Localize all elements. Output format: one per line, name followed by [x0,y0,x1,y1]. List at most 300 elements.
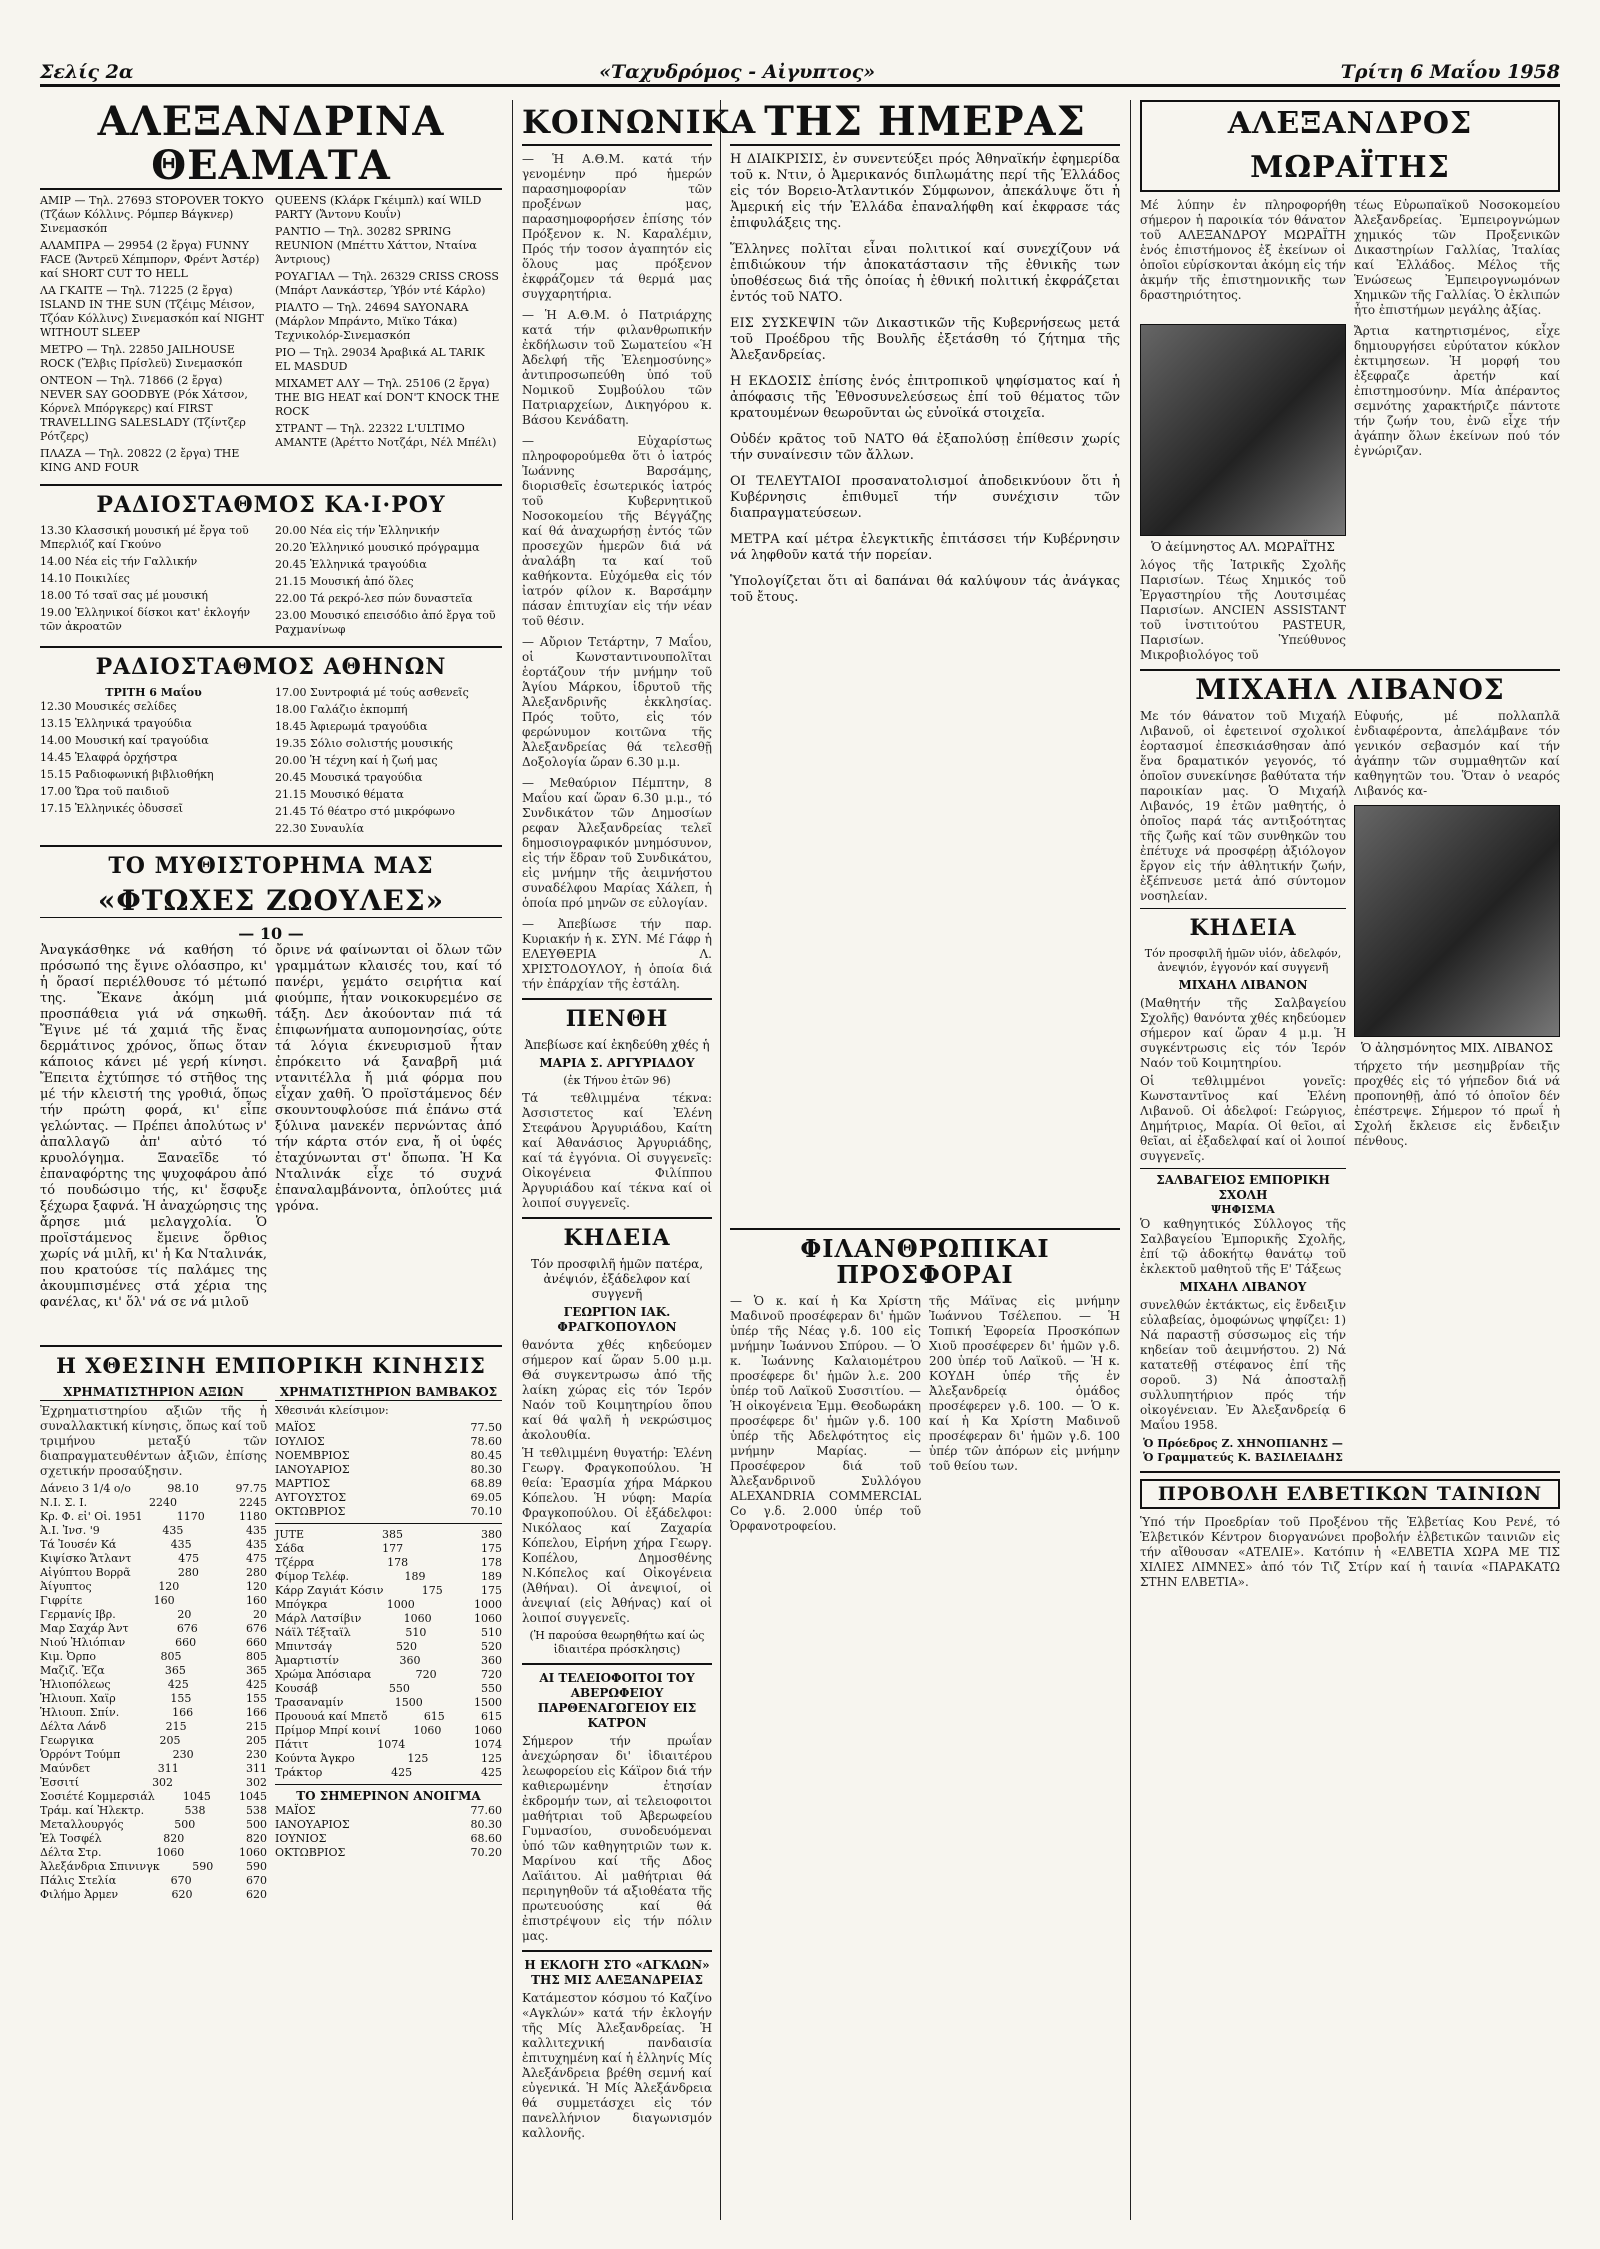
today-opening-title: ΤΟ ΣΗΜΕΡΙΝΟΝ ΑΝΟΙΓΜΑ [296,1789,481,1803]
radio-program: 21.15 Μουσικό θέματα [275,788,404,801]
stock-row-cell: Ἐσσιτί [40,1776,80,1789]
stock-row-cell: Νιού Ἡλιόπιαν [40,1636,126,1649]
graduates-title: ΑΙ ΤΕΛΕΙΟΦΟΙΤΟΙ ΤΟΥ ΑΒΕΡΩΦΕΙΟΥ ΠΑΡΘΕΝΑΓΩΓΕΙΟΥ ΕΙΣ ΚΑΤΡΟΝ [537,1671,697,1730]
charity-left: — Ὁ κ. καί ἡ Κα Χρίστη Μαδινοῦ προσέφεραν δι' ἡμῶν ὑπέρ τῆς Νέας γ.δ. 100 εἰς μνήμην Ἰωάννου Σπύρου. — Ὁ κ. Ἰωάννης Καλαιομέτρου προσέφερε δι' ἡμῶν λ.ε. 200 ὑπέρ τοῦ Λαϊκοῦ Συσσιτίου. — Ἡ οἰκογένεια Ἐμμ. Θεοδωράκη προσέφερε δι' ἡμῶν γ.δ. 100 ὑπέρ τῆς Ἀδελφότητος εἰς μνήμην Μαρίας. — Προσέφερον διά τοῦ Ἀλεξανδρινοῦ Συλλόγου ALEXANDRIA COMMERCIAL Co γ.δ. 2.000 ὑπέρ τοῦ Ὀρφανοτροφείου. [730,1294,921,1533]
radio-program: 14.00 Νέα εἰς τήν Γαλλικήν [40,555,198,568]
stock-row [40,1888,267,1902]
commodity-row-cell: 360 [480,1654,502,1667]
stock-row-cell: 230 [172,1748,194,1761]
stock-row-cell: 166 [245,1706,267,1719]
cotton-row-cell: 70.10 [470,1505,502,1518]
school-title: ΣΑΛΒΑΓΕΙΟΣ ΕΜΠΟΡΙΚΗ ΣΧΟΛΗ [1156,1173,1330,1202]
commodity-row-cell: Μπιντσάγ [275,1640,333,1653]
stock-row [40,1538,267,1552]
stock-row-cell: 670 [170,1874,192,1887]
stock-row-cell: 805 [245,1650,267,1663]
stock-row [40,1664,267,1678]
stock-row [40,1748,267,1762]
stock-row-cell: Ν.Ι. Σ. Ι. [40,1496,88,1509]
section-title-exchange: Η ΧΘΕΣΙΝΗ ΕΜΠΟΡΙΚΗ ΚΙΝΗΣΙΣ [56,1353,486,1378]
commodity-row-cell: 178 [480,1556,502,1569]
commodity-row [275,1556,502,1570]
stock-row-cell: 1170 [176,1510,205,1523]
commodity-row [275,1682,502,1696]
radio-program: 19.35 Σόλιο σολιστής μουσικής [275,737,453,750]
stock-row-cell: Πάλις Στελία [40,1874,117,1887]
cotton-row-cell: ΙΑΝΟΥΑΡΙΟΣ [275,1463,350,1476]
school-subtitle: ΨΗΦΙΣΜΑ [1211,1203,1275,1216]
commodity-row-cell: 1060 [474,1724,502,1737]
commodity-row-cell: 720 [415,1668,437,1681]
stock-row [40,1734,267,1748]
stock-row-cell: 1045 [238,1790,267,1803]
today-row [275,1846,502,1860]
stock-row-cell: 425 [167,1678,189,1691]
stock-row-cell: 20 [177,1608,192,1621]
radio-program: 22.30 Συναυλία [275,822,364,835]
stock-row-cell: 302 [246,1776,267,1789]
commodity-row-cell: 550 [388,1682,410,1695]
stock-row-cell: 500 [246,1818,267,1831]
stock-row-cell: 500 [174,1818,196,1831]
stock-row-cell: 280 [177,1566,199,1579]
stock-row-cell: 538 [246,1804,267,1817]
films-title: ΠΡΟΒΟΛΗ ΕΛΒΕΤΙΚΩΝ ΤΑΙΝΙΩΝ [1140,1479,1560,1509]
cotton-row-cell: ΙΟΥΛΙΟΣ [275,1435,325,1448]
commodity-row [275,1598,502,1612]
commodity-row-cell: 510 [480,1626,502,1639]
social-item: — Ἀπεβίωσε τήν παρ. Κυριακήν ἡ κ. ΣΥΝ. Μέ Γάφρ ἡ ΕΛΕΥΘΕΡΙΑ Λ. ΧΡΙΣΤΟΔΟΥΛΟΥ, ἡ ὁποία διά τήν ἐπάρχίαν τῆς ἐστάλη. [522,917,712,991]
livanos-photo-caption: Ὁ ἀλησμόνητος ΜΙΧ. ΛΙΒΑΝΟΣ [1360,1041,1554,1055]
funeral2-name: ΜΙΧΑΗΛ ΛΙΒΑΝΟΝ [1178,978,1308,992]
charity-body [730,1294,1120,1534]
commodity-row-cell: 1000 [474,1598,502,1611]
column-entertainment [40,100,502,2220]
cinema-listings [40,194,502,478]
day-paragraph: Η ΔΙΑΙΚΡΙΣΙΣ, ἐν συνεντεύξει πρός Ἀθηναϊκήν ἐφημερίδα τοῦ κ. Ντιν, ὁ Ἀμερικανός διπλωμάτης περί τῆς Ἑλλάδος εἰς τόν Βορειο-Ἀτλαντικόν Σύμφωνον, ἀπεκάλυψε ὅτι ἡ Ἀμερική εἰς τήν Ἑλλάδα ἐπαναλήφθη καί ἐκφρασε τάς ἐπιφυλάξεις της. [730,152,1120,231]
funeral2-text: Τόν προσφιλῆ ἡμῶν υἱόν, ἀδελφόν, ἀνεψιόν, ἐγγονόν καί συγγενῆ [1144,947,1342,974]
radio-program: 17.00 Ὥρα τοῦ παιδιοῦ [40,785,170,798]
novel-text-a: Ἀναγκάσθηκε νά καθήση τό πρόσωπό της ἔγινε ολόασπρο, κι' ἡ ὅρασί περιέλθουσε τό μέτωπό της. Ἔκανε ἀκόμη μιά προσπάθεια γιά νά σηκωθῆ. Ἔγινε μέ τά χαμιά τῆς ἔνας δερμάτινος χρόνος, ὅπως ὅταν κάποιος κάνει μέ γερή κίνησι. Ἔπειτα ἐχτύπησε τό στῆθος της μέ τήν κλειστή της γροθιά, ὅπως τήν πρώτη φορά, κι' εἶπε γελώντας. — Πρέπει ἀπολύτως ν' ἀπαλλαγῶ ἀπ' αὐτό τό κρυολόγημα. Ξαναεῖδε τό ἐπαναφόρτης της ψυχοφάρου ἀπό τό πουδώσιμο τής, κι' ἔσφυξε ξέχωρα ξαφνά. Ἡ ἀναχώρησις της ἄρησε μιά μελαγχολία. Ὁ προϊστάμενος ἔμεινε ὅρθιος χωρίς νά μιλῆ, κι' ἡ Κα Νταλινάκ, που κρατούσε τίς παλάμες της ἀκουμπισμένες στά χέρια της φανέλας, κι' ὅλ' νά σε νά μιλοῦ [40,943,267,1310]
cotton-row [275,1505,502,1519]
stock-row [40,1846,267,1860]
commodity-row-cell: Τράκτορ [275,1766,323,1779]
commodity-row-cell: Σάδα [275,1542,305,1555]
commodity-row [275,1626,502,1640]
stock-row [40,1692,267,1706]
commodity-row-cell: Κάρρ Ζαγιάτ Κόσιν [275,1584,384,1597]
commodity-row-cell: Μπόγκρα [275,1598,328,1611]
stock-row-cell: 205 [159,1734,181,1747]
commodity-row-cell: Τρασαναμίν [275,1696,344,1709]
stock-row-cell: 620 [171,1888,193,1901]
mourning-name: ΜΑΡΙΑ Σ. ΑΡΓΥΡΙΑΔΟΥ [539,1056,695,1070]
radio-program: 12.30 Μουσικές σελίδες [40,700,177,713]
novel-name: «ΦΤΩΧΕΣ ΖΩΟΥΛΕΣ» [40,885,502,918]
funeral-title: ΚΗΔΕΙΑ [563,1225,671,1251]
cinema-listing: ΜΕΤΡΟ — Τηλ. 22850 JAILHOUSE ROCK (Ἔλβις Πρίσλεϋ) Σινεμασκόπ [40,343,243,370]
livanos-text: Με τόν θάνατον τοῦ Μιχαήλ Λιβανοῦ, οἱ ἐφετεινοί σχολικοί ἑορτασμοί ἐπεσκιάσθησαν ἀπό ἕνα δραματικόν γεγονός, τό ὁποῖον συνεκίνησε βαθύτατα τήν παροικίαν μας. Ὁ Μιχαήλ Λιβανός, 19 ἐτῶν μαθητής, ὁ ὁποῖος παρά τάς αντιξοότητας τῆς ζωῆς καί τῶν συνθηκῶν του ἐπέτυχε νά προσφέρῃ ἀξιόλογον ἔργον εἰς τήν ἀθλητικήν ζωήν, ἐξέπνευσε μετά ἀπό σύντομον νοσηλείαν. [1140,709,1346,903]
cotton-row [275,1463,502,1477]
stock-row-cell: 215 [165,1720,187,1733]
radio-program: 21.45 Τό θέατρο στό μικρόφωνο [275,805,455,818]
radio-program: 18.45 Ἀφιερωμά τραγούδια [275,720,428,733]
stock-row-cell: 166 [172,1706,194,1719]
stock-row [40,1818,267,1832]
commodity-row-cell: 1060 [413,1724,442,1737]
stock-row-cell: Μαρ Σαχάρ Άντ [40,1622,129,1635]
miss-title: Η ΕΚΛΟΓΗ ΣΤΟ «ΑΓΚΛΩΝ» ΤΗΣ ΜΙΣ ΑΛΕΞΑΝΔΡΕΙΑΣ [524,1958,710,1987]
stock-row-cell: Κρ. Φ. εἰ' Οἰ. 1951 [40,1510,143,1523]
commodity-row-cell: 189 [404,1570,426,1583]
stock-row-cell: 120 [246,1580,267,1593]
cotton-row [275,1421,502,1435]
radio-program: 20.45 Μουσικά τραγούδια [275,771,423,784]
stock-row-cell: 820 [163,1832,185,1845]
commodity-row [275,1542,502,1556]
stock-row-cell: 1060 [238,1846,267,1859]
school-text: Ὁ καθηγητικός Σύλλογος τῆς Σαλβαγείου Ἐμπορικῆς Σχολῆς, ἐπί τῷ ἀδοκήτῳ θανάτῳ τοῦ ἐκλεκτοῦ μαθητοῦ τῆς Ε' Τάξεως [1140,1217,1346,1276]
mourning-family: Τά τεθλιμμένα τέκνα: Ἀσσιστετος καί Ἐλένη Στεφάνου Ἀργυριάδου, Καίτη καί Ἀθανάσιος Ἀργυριάδης, καί τά ἐγγόνια. Οἱ συγγενεῖς: Οἰκογένεια Φιλίππου Ἀργυριάδου καί τέκνα καί οἱ λοιποί συγγενεῖς. [522,1091,712,1210]
stock-row-cell: 475 [178,1552,200,1565]
cinema-listing: ΠΛΑΖΑ — Τηλ. 20822 (2 ἔργα) THE KING AND FOUR [40,447,240,474]
today-row-cell: ΙΟΥΝΙΟΣ [275,1832,327,1845]
stock-row [40,1594,267,1608]
livanos-text-right: Εὐφυής, μέ πολλαπλᾶ ἐνδιαφέροντα, ἀπελάμβανε τόν γενικόν σεβασμόν καί τήν ἀγάπην τῶν συμμαθητῶν καί καθηγητῶν του. Ὅταν ὁ νεαρός Λιβανός κα- [1354,709,1560,798]
funeral-name: ΓΕΩΡΓΙΟΝ ΙΑΚ. ΦΡΑΓΚΟΠΟΥΛΟΝ [557,1305,677,1334]
cotton-row [275,1449,502,1463]
column-day [730,100,1120,2220]
stock-row-cell: 820 [245,1832,267,1845]
commodity-row-cell: Φίμορ Τελέφ. [275,1570,349,1583]
commodity-row-cell: 1000 [386,1598,415,1611]
mourning-text: Ἀπεβίωσε καί ἐκηδεύθη χθές ἡ [524,1038,710,1052]
obit-title-livanos: ΜΙΧΑΗΛ ΛΙΒΑΝΟΣ [1195,673,1505,706]
radio-athens-day: ΤΡΙΤΗ 6 Μαΐου [105,686,202,699]
day-paragraph: ΟΙ ΤΕΛΕΥΤΑΙΟΙ προσανατολισμοί ἀποδεικνύουν ὅτι ἡ Κυβέρνησις ἐπιθυμεῖ τήν συνέχισιν τῶν διαπραγματεύσεων. [730,474,1120,521]
stock-row [40,1482,267,1496]
column-rule [720,100,721,2220]
cotton-row-cell: 69.05 [470,1491,502,1504]
stock-row-cell: Γιφρίτε [40,1594,83,1607]
stock-row-cell: Ἀλεξάνδρια Σπινινγκ [40,1860,160,1873]
cinema-listing: ΑΜΙΡ — Τηλ. 27693 STOPOVER TOKYO (Τζάων Κόλλινς. Ρόμπερ Βάγκνερ) Σινεμασκόπ [40,194,264,235]
day-paragraph: ΕΙΣ ΣΥΣΚΕΨΙΝ τῶν Δικαστικῶν τῆς Κυβερνήσεως μετά τοῦ Προέδρου τῆς Βουλῆς ἐξετάσθη τό ζήτημα τῆς Ἀλεξανδρείας. [730,316,1120,363]
cinema-listing: ΛΑ ΓΚΑΙΤΕ — Τηλ. 71225 (2 ἔργα) ISLAND IN THE SUN (Τζέιμς Μέισον, Τζόαν Κόλλινς) Σινεμασκόπ καί NIGHT WITHOUT SLEEP [40,284,264,339]
commodity-row-cell: Κούντα Ἀγκρο [275,1752,355,1765]
school-name: ΜΙΧΑΗΛ ΛΙΒΑΝΟΥ [1179,1280,1307,1294]
column-obituaries [1140,100,1560,2220]
stock-row-cell: Γερμανίς Ιβρ. [40,1608,116,1621]
social-item: — Μεθαύριον Πέμπτην, 8 Μαΐου καί ὥραν 6.30 μ.μ., τό Συνδικάτον τῶν Δημοσίων ρεφαν Ἀλεξανδρείας τελεῖ δημοσιογραφικόν μνημόσυνον, εἰς τήν ἕδραν τοῦ Συνδικάτου, εἰς μνήμην τῆς ἀειμνήστου συναδέλφου Μαρίας Χάλεπ, ἡ ὁποία πρό μηνῶν σε εὐλογίαν. [522,776,712,910]
charity-title: ΦΙΛΑΝΘΡΩΠΙΚΑΙ ΠΡΟΣΦΟΡΑΙ [800,1234,1050,1289]
stock-row-cell: 365 [164,1664,186,1677]
commodity-row-cell: 1060 [403,1612,432,1625]
stock-row [40,1706,267,1720]
today-row-cell: ΙΑΝΟΥΑΡΙΟΣ [275,1818,350,1831]
stock-row [40,1552,267,1566]
graduates-text: Σήμερον τήν πρωΐαν ἀνεχώρησαν δι' ἰδιαιτέρου λεωφορείου εἰς Κάϊρον διά τήν καθιερωμένην ἐτησίαν ἐκδρομήν των, αἱ τελειοφοιτοι μαθήτριαι τοῦ Ἀβερωφείου Γυμνασίου, συνοδευόμεναι ὑπό τῶν καθηγητριῶν των κ. Μαρίνου καί τῆς Δδος Λαϊάιτου. Αἱ μαθήτριαι θά περιηγηθοῦν τά αξιοθέατα τῆς πρωτευούσης καί θά ἐπιστρέψουν εἰς τήν πόλιν μας. [522,1734,712,1943]
commodity-row-cell: 615 [481,1710,502,1723]
stock-row [40,1510,267,1524]
commodity-row [275,1654,502,1668]
stock-row [40,1874,267,1888]
stock-row-cell: Δέλτα Λάνδ [40,1720,107,1733]
stock-row-cell: 98.10 [167,1482,199,1495]
section-title-novel: ΤΟ ΜΥΘΙΣΤΟΡΗΜΑ ΜΑΣ [108,853,434,879]
stock-row [40,1580,267,1594]
radio-program: 20.00 Ἡ τέχνη καί ἡ ζωή μας [275,754,438,767]
stock-row [40,1678,267,1692]
stock-row-cell: 660 [175,1636,197,1649]
cotton-row-cell: ΑΥΓΟΥΣΤΟΣ [275,1491,347,1504]
cotton-row-cell: ΟΚΤΩΒΡΙΟΣ [275,1505,346,1518]
social-item: — Αὔριον Τετάρτην, 7 Μαΐου, οἱ Κωνσταντινουπολῖται ἑορτάζουν τήν μνήμην τοῦ Ἁγίου Μάρκου, ἱδρυτοῦ τῆς Ἀλεξανδρινῆς ἐκκλησίας. Πρός τοῦτο, εἰς τόν φερώνυμον κοιτῶνα τῆς Ἀλεξανδρείας θά τελεσθῇ Δοξολογία ὥραν 6.30 μ.μ. [522,635,712,769]
commodity-row-cell: 175 [421,1584,443,1597]
commodity-row-cell: 520 [481,1640,502,1653]
novel-part: — 10 — [238,924,304,943]
commodity-row [275,1696,502,1710]
section-title-cinemas: ΑΛΕΞΑΝΔΡΙΝΑ ΘΕΑΜΑΤΑ [40,100,502,190]
stock-row-cell: Δάνειο 3 1/4 ο/ο [40,1482,131,1495]
radio-program: 13.15 Ἑλληνικά τραγούδια [40,717,192,730]
cinema-listing: ΡΑΝΤΙΟ — Τηλ. 30282 SPRING REUNION (Μπέττυ Χάττον, Νταίνα Άντριους) [275,225,477,266]
funeral-text: Τόν προσφιλῆ ἡμῶν πατέρα, ἀνέψιόν, ἐξάδελφον καί συγγενῆ [530,1257,704,1301]
cinema-listing: ΜΙΧΑΜΕΤ ΑΛΥ — Τηλ. 25106 (2 ἔργα) THE BIG HEAT καί DON'T KNOCK THE ROCK [275,377,500,418]
cotton-row-cell: ΝΟΕΜΒΡΙΟΣ [275,1449,350,1462]
cotton-row-cell: ΜΑΡΤΙΟΣ [275,1477,331,1490]
commodity-row-cell: Προυουά καί Μπετὄ [275,1710,388,1723]
cotton-row-cell: ΜΑΪΟΣ [275,1421,316,1434]
stock-row [40,1566,267,1580]
commodity-row-cell: 385 [382,1528,404,1541]
stock-row-cell: 20 [252,1608,267,1621]
cotton-title: ΧΡΗΜΑΤΙΣΤΗΡΙΟΝ ΒΑΜΒΑΚΟΣ [275,1385,502,1401]
moraitis-bio-right: Ἄρτια κατηρτισμένος, εἶχε δημιουργήσει εὐρύτατον κύκλον ἐκτιμησεων. Ἡ μορφή του ἐξεφραζε ἀρετήν καί ἐπιστημοσύνην. Μία ἀπέραντος σεμνότης χαρακτήριζε πάντοτε τήν ζωήν του, ἐνῶ εἶχε τήν ἀγάπην ὅλων ἐκείνων πού τόν ἐγνώριζαν. [1354,324,1560,458]
stock-row-cell: Τά Ἰουσέν Κά [40,1538,117,1551]
cotton-row-cell: 77.50 [470,1421,502,1434]
charity-right: τῆς Μάϊνας εἰς μνήμην Ἰωάννου Τσέλεπου. — Ἡ Τοπική Ἐφορεία Προσκόπων Χιοῦ προσέφερεν δι' ἡμῶν γ.δ. 200 ὑπέρ τοῦ Λαϊκοῦ. — Ἡ κ. ΚΟΥΔΗ ὑπέρ τῆς ἐν Ἀλεξανδρείᾳ ὁμάδος προσέφερεν γ.δ. 100. — Ὁ κ. καί ἡ Κα Χρίστη Μαδινοῦ προσέφεραν δι' ἡμῶν γ.δ. 100 ὑπέρ τῶν ἀπόρων εἰς μνήμην τοῦ θείου των. [929,1294,1120,1473]
commodity-row-cell: Νάϊλ Τέξταϊλ [275,1626,351,1639]
cotton-row-cell: 80.45 [470,1449,502,1462]
stock-row-cell: Ὁρρόντ Τούμπ [40,1748,121,1761]
day-paragraph: Ἕλληνες πολῖται εἶναι πολιτικοί καί συνεχίζουν νά ἐπιδιώκουν τήν ἀποκατάστασιν τῆς ἐθνικῆς των ὑποθέσεως διά τῆς ὁποίας ἡ ἐθνική πολιτική ἐκφράζεται ἐντός τοῦ ΝΑΤΟ. [730,242,1120,305]
stock-row-cell: 1180 [238,1510,267,1523]
stock-row-cell: 230 [246,1748,267,1761]
cotton-row [275,1477,502,1491]
stock-row-cell: 120 [158,1580,180,1593]
stock-row [40,1720,267,1734]
commodity-row-cell: 380 [480,1528,502,1541]
section-title-radio-cairo: ΡΑΔΙΟΣΤΑΘΜΟΣ ΚΑ·Ι·ΡΟΥ [96,492,446,518]
stock-row-cell: 280 [246,1566,267,1579]
cinema-listing: ΟΝΤΕΟΝ — Τηλ. 71866 (2 ἔργα) NEVER SAY GOODBYE (Ρόκ Χάτσον, Κόρνελ Μπόργκερς) καί FIRST TRAVELLING SALESLADY (Τζίντζερ Ρότζερς) [40,374,248,443]
moraitis-bio: λόγος τῆς Ἰατρικῆς Σχολῆς Παρισίων. Τέως Χημικός τοῦ Ἐργαστηρίου τῆς Λουτσιμέας Παρισίων. ANCIEN ASSISTANT τοῦ ἰνστιτούτου PASTEUR, Παρισίων. Ὑπεύθυνος Μικροβιολόγος τοῦ [1140,558,1346,662]
stock-row-cell: 311 [245,1762,267,1775]
today-row [275,1832,502,1846]
radio-program: 13.30 Κλασσική μουσική μέ ἔργα τοῦ Μπερλιόζ καί Γκούνο [40,524,249,551]
today-row-cell: ΜΑΪΟΣ [275,1804,316,1817]
commodity-row-cell: Τζέρρα [275,1556,315,1569]
stock-row-cell: 435 [245,1524,267,1537]
cotton-row [275,1435,502,1449]
cinema-listing: QUEENS (Κλάρκ Γκέιμπλ) καί WILD PARTY (Ἄντονυ Κουΐν) [275,194,482,221]
day-paragraph: Οὐδέν κρᾶτος τοῦ ΝΑΤΟ θά ἐξαπολύσῃ ἐπίθεσιν χωρίς τήν συναίνεσιν τῶν ἄλλων. [730,432,1120,463]
stock-row-cell: 1045 [182,1790,211,1803]
cinema-listing: ΣΤΡΑΝΤ — Τηλ. 22322 L'ULTIMO AMANTE (Ἀρέττο Νοτζάρι, Νέλ Μπέλι) [275,422,497,449]
social-item: — Εὐχαρίστως πληροφορούμεθα ὅτι ὁ ἰατρός Ἰωάννης Βαρσάμης, διορισθεῖς ἐσωτερικός ἰατρός τοῦ Κυβερνητικοῦ Νοσοκομείου τῆς Βέγγάζης καί θά ἀναχωρήσῃ ἐντός τῶν προσεχῶν ἡμερῶν διά νά ἀναλάβη τα καί τοῦ καθήκοντα. Εὐχόμεθα εἰς τόν ἰατρόν φίλον κ. Βαρσάμην πάσαν ἐπιτυχίαν εἰς τήν νέαν τοῦ θέσιν. [522,434,712,628]
today-row-cell: 77.60 [470,1804,502,1817]
stock-row-cell: 538 [184,1804,206,1817]
stock-row-cell: 160 [246,1594,267,1607]
stock-row [40,1804,267,1818]
commodity-row-cell: 175 [481,1584,502,1597]
today-row-cell: 68.60 [470,1832,502,1845]
commodity-row-cell: 1074 [377,1738,406,1751]
stock-row-cell: 2240 [149,1496,178,1509]
commodity-row [275,1668,502,1682]
cotton-row-cell: 80.30 [470,1463,502,1476]
column-social [522,100,757,2220]
cinema-listing: ΡΙΟ — Τηλ. 29034 Ἀραβικά AL TARIK EL MASDUD [275,346,485,373]
stock-row-cell: Γεωργικα [40,1734,94,1747]
column-rule [512,100,513,2220]
radio-athens-schedule [40,686,502,839]
stock-row-cell: 311 [157,1762,179,1775]
stock-row-cell: Ἑλ Τοσφέλ [40,1832,102,1845]
stock-row-cell: 435 [246,1538,267,1551]
commodity-row-cell: 125 [481,1752,502,1765]
commodity-row-cell: Χρώμα Ἀπόσιαρα [275,1668,372,1681]
funeral-note: (Ἡ παρούσα θεωρηθήτω καί ὡς ἰδιαιτέρα πρόσκλησις) [529,1629,705,1656]
today-row-cell: 70.20 [470,1846,502,1859]
stock-row [40,1650,267,1664]
commodity-row-cell: 177 [382,1542,404,1555]
stock-row-cell: 676 [245,1622,267,1635]
stock-row-cell: 620 [245,1888,267,1901]
stock-row [40,1636,267,1650]
stock-row-cell: 670 [246,1874,267,1887]
commodity-row-cell: 178 [387,1556,409,1569]
radio-program: 17.15 Ἑλληνικές ὀδυσσεῖ [40,802,183,815]
stock-row-cell: Ἀίγυπτος [40,1580,92,1593]
stock-row-cell: Κιμ. Ὀρπο [40,1650,97,1663]
moraitis-photo [1140,324,1346,536]
stock-row-cell: 155 [170,1692,192,1705]
commodity-row-cell: Πρίμορ Μπρί κοινί [275,1724,381,1737]
stock-row-cell: 590 [192,1860,214,1873]
stock-row-cell: 1060 [156,1846,185,1859]
social-item: — Ἡ Α.Θ.Μ. κατά τήν γενομένην πρό ἡμερών παρασημοφορίαν τῶν προξένων μας, παρασημοφορήσεν ἐπίσης τόν Πρόξενον κ. Ν. Καραλέμιν, Πρός τήν τοσον ἀγαπητόν εἰς ὅλους μας πρόξενον ἐκφράζομεν τά θερμά μας συγχαρητήρια. [522,152,712,301]
stock-row [40,1622,267,1636]
stocks-intro: Ἐχρηματιστηρίου αξιῶν τῆς ἡ συναλλακτική κίνησις, ὅπως καί τοῦ τριμήνου μεταξύ τῶν διαπραγματευθέντων ἀξιῶν, ἐπίσης σχετικήν προσαύξησιν. [40,1404,267,1478]
livanos-photo [1354,805,1560,1037]
today-row [275,1804,502,1818]
stock-row-cell: 365 [245,1664,267,1677]
radio-program: 14.00 Μουσική καί τραγούδια [40,734,209,747]
stock-row-cell: 160 [153,1594,175,1607]
radio-cairo-schedule [40,524,502,640]
stock-row-cell: 435 [162,1524,184,1537]
stock-row-cell: 302 [152,1776,174,1789]
radio-program: 20.45 Ἑλληνικά τραγούδια [275,558,427,571]
radio-program: 15.15 Ραδιοφωνική βιβλιοθήκη [40,768,214,781]
commodity-row-cell: 189 [480,1570,502,1583]
radio-program: 17.00 Συντροφιά μέ τούς ασθενεῖς [275,686,469,699]
miss-text: Κατάμεστον κόσμου τό Καζίνο «Αγκλών» κατά τήν ἐκλογήν τῆς Μίς Ἀλεξανδρείας. Ἡ καλλιτεχνική πανδαισία ἐπιτυχημένη καί ἡ ἑλληνίς Μίς Ἀλεξάνδρεια βρέθη σεμνή καί εὐγενικά. Ἡ Μίς Ἀλεξάνδρεια θά συμμετάσχει εἰς τόν πανελλήνιον διαγωνισμόν καλλονῆς. [522,1991,712,2140]
radio-program: 18.00 Γαλάζιο ἐκπομπή [275,703,408,716]
commodity-row-cell: Πάτιτ [275,1738,309,1751]
novel-body [40,943,502,1339]
exchange-listings [40,1385,502,1902]
stock-row-cell: 2245 [238,1496,267,1509]
commodity-row-cell: Μάρλ Λατσίβιν [275,1612,362,1625]
cotton-row-cell: 78.60 [470,1435,502,1448]
cotton-subtitle: Χθεσινάι κλείσιμον: [275,1404,389,1417]
radio-program: 20.00 Νέα εἰς τήν Ἑλληνικήν [275,524,440,537]
mourning-age: (ἐκ Τήνου ἐτῶν 96) [563,1074,671,1087]
commodity-row [275,1584,502,1598]
commodity-row-cell: 175 [480,1542,502,1555]
commodity-row-cell: 1060 [473,1612,502,1625]
page-number: Σελίς 2α [40,61,134,83]
column-rule [1130,100,1131,2220]
stock-row [40,1762,267,1776]
funeral-family: Ἡ τεθλιμμένη θυγατήρ: Ἑλένη Γεωργ. Φραγκοπούλου. Ἡ θεία: Ἐρασμία χήρα Μάρκου Κόπελου. Ἡ νύφη: Μαρία Φραγκοπούλου. Οἱ ἐξάδελφοι: Νικόλαος καί Ζαχαρία Κόπελου, Εἰρήνη χήρα Γεωργ. Κοπέλου, Δημοσθένης Ν.Κόπελος καί Οἰκογένεια (Ἀθήναι). Οἱ ἀνεψιοί, οἱ ἀνεψιαί (εἰς Ἀθήνας) καί οἱ λοιποί συγγενεῖς. [522,1446,712,1625]
funeral2-family: Οἱ τεθλιμμένοι γονεῖς: Κωνσταντῖνος καί Ἑλένη Λιβανοῦ. Οἱ ἀδελφοί: Γεώργιος, Δημήτριος, Μαρία. Οἱ θεῖοι, αἱ θεῖαι, αἱ ἐξαδελφαί καί οἱ λοιποί συγγενεῖς. [1140,1074,1346,1163]
stock-row-cell: Ἡλιουπ. Χαϊρ [40,1692,116,1705]
stock-row-cell: 590 [245,1860,267,1873]
stock-row-cell: Μαζιζ. Ἐζα [40,1664,105,1677]
stock-row-cell: 660 [245,1636,267,1649]
commodity-row-cell: JUTE [275,1528,305,1541]
section-title-day: ΤΗΣ ΗΜΕΡΑΣ [730,100,1120,146]
commodity-row [275,1640,502,1654]
school-decision: συνελθών ἐκτάκτως, εἰς ἔνδειξιν εὐλαβείας, ὁμοφώνως ψηφίζει: 1) Νά παραστῇ σύσσωμος εἰς τήν κηδείαν τοῦ ἀειμνήστου. 2) Νά κατατεθῇ στέφανος ἐπί τῆς σοροῦ. 3) Νά ἀποσταλῇ συλλυπητήριον πρός τήν οἰκογένειαν. Ἐν Ἀλεξανδρείᾳ 6 Μαΐου 1958. [1140,1298,1346,1432]
commodity-row-cell: Κουσάβ [275,1682,318,1695]
social-item: — Ἡ Α.Θ.Μ. ὁ Πατριάρχης κατά τήν φιλανθρωπικήν ἐκδήλωσιν τοῦ Σωματείου «Ἡ Ἀδελφή τῆς Ἐλεημοσύνης» ἀντιπροσωπεύθη ὑπό τοῦ Νομικοῦ Συμβούλου τῶν Πατριαρχείων, Δικηγόρου κ. Βάσου Κενάδατη. [522,308,712,427]
stock-row-cell: 205 [246,1734,267,1747]
cinema-listing: ΑΛΑΜΠΡΑ — 29954 (2 ἔργα) FUNNY FACE (Ἄντρεϋ Χέπμπορν, Φρέντ Ἀστέρ) καί SHORT CUT TO HELL [40,239,260,280]
stock-row [40,1776,267,1790]
commodity-row [275,1710,502,1724]
paper-name: «Ταχυδρόμος - Αἰγυπτος» [599,61,876,83]
cotton-row [275,1491,502,1505]
cinema-listing: ΡΙΑΛΤΟ — Τηλ. 24694 SAYONARA (Μάρλον Μπράντο, Μιϊκο Τάκα) Τεχνικολόρ-Σινεμασκόπ [275,301,469,342]
stock-row-cell: Σοσιέτέ Κομμερσιάλ [40,1790,155,1803]
funeral-details: θανόντα χθές κηδεύομεν σήμερον καί ὥραν 5.00 μ.μ. Θά συγκεντρωσω ἀπό τῆς λαίκη χώρας εἰς τόν Ἱερόν Ναόν τοῦ Κοιμητηρίου ὅπου καί θά ψαλῆ ἡ νεκρώσιμος ἀκολουθία. [522,1338,712,1442]
day-paragraph: ΜΕΤΡΑ καί μέτρα ἐλεγκτικῆς ἐπιτάσσει τήν Κυβέρνησιν νά ληφθοῦν κατά τήν πορείαν. [730,532,1120,563]
today-row-cell: 80.30 [470,1818,502,1831]
stock-row [40,1790,267,1804]
commodity-row-cell: 520 [396,1640,418,1653]
commodity-row-cell: Ἀμαρτιστίν [275,1654,339,1667]
commodity-row-cell: 510 [405,1626,427,1639]
stock-row-cell: 155 [246,1692,267,1705]
stock-row-cell: Κιψίσκο Ἄτλαντ [40,1552,132,1565]
commodity-row [275,1724,502,1738]
commodity-row-cell: 615 [423,1710,445,1723]
stock-row [40,1496,267,1510]
commodity-row-cell: 125 [407,1752,429,1765]
stock-row-cell: Ἀ.Ι. Ἰνσ. '9 [40,1524,100,1537]
commodity-row-cell: 550 [480,1682,502,1695]
commodity-row-cell: 425 [391,1766,413,1779]
moraitis-intro-right: τέως Εὐρωπαϊκοῦ Νοσοκομείου Ἀλεξανδρείας. Ἐμπειρογνώμων χημικός τῶν Προξενικῶν Δικαστηρίων Γαλλίας, Ἰταλίας καί Ἑλλάδος. Μέλος τῆς Ἑνώσεως Ἐμπειρογνωμόνων Χημικῶν τῆς Γαλλίας. Ὁ ἐκλιπών ἦτο ἐπιστήμων μεγάλης ἀξίας. [1354,198,1560,317]
day-paragraph: Ὑπολογίζεται ὅτι αἱ δαπάναι θά καλύψουν τάς ἀνάγκας τοῦ ἔτους. [730,574,1120,605]
stock-row-cell: 676 [176,1622,198,1635]
commodity-row-cell: 720 [480,1668,502,1681]
